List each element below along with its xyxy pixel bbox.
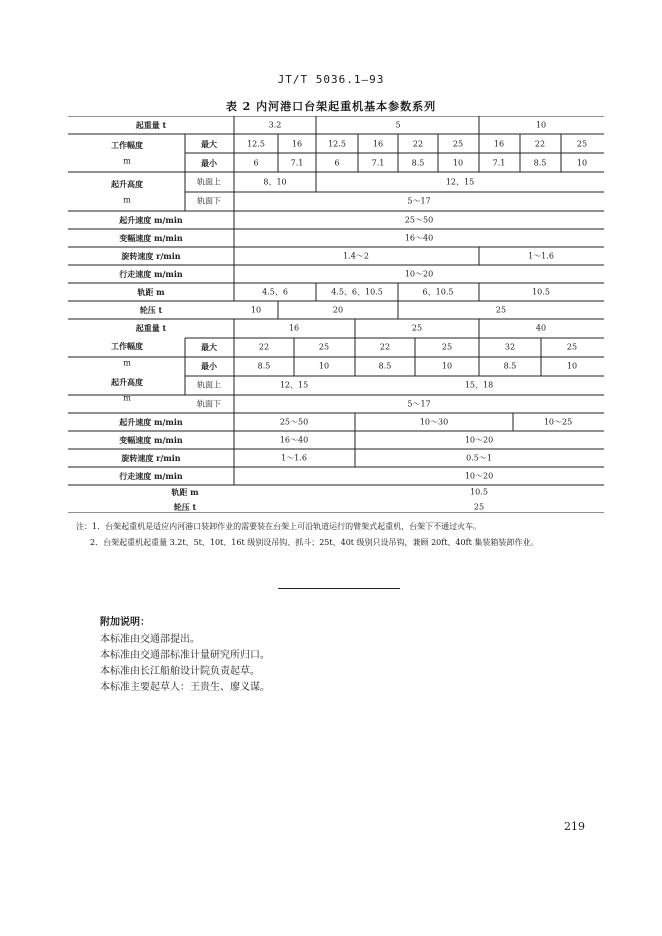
s2-radius-max-value: 32: [504, 342, 516, 352]
s2-slew-speed-value: 1～1.6: [281, 453, 307, 463]
s1-radius-min-value: 6: [334, 158, 340, 168]
s1-capacity-value: 5: [395, 120, 401, 130]
s1-travel-speed-label: 行走速度 m/min: [119, 269, 183, 279]
s1-radius-min-value: 7.1: [371, 158, 385, 168]
s2-above-rail-value: 12、15: [279, 380, 309, 390]
s2-hoist-speed-label: 起升速度 m/min: [119, 417, 183, 427]
s1-below-rail-label: 轨面下: [197, 196, 221, 206]
s1-gauge-value: 4.5、6、10.5: [331, 287, 383, 297]
s1-height-label: 起升高度: [111, 179, 143, 189]
s2-radius-label: 工作幅度: [111, 341, 143, 351]
s1-radius-min-value: 10: [452, 158, 464, 168]
s1-radius-unit: m: [123, 156, 131, 166]
s1-radius-max-value: 22: [412, 139, 424, 149]
s2-wheel-load-value: 25: [473, 502, 485, 512]
s2-radius-min-value: 8.5: [257, 361, 271, 371]
s2-slew-speed-label: 旋转速度 r/min: [121, 453, 181, 463]
s2-hoist-speed-value: 10～25: [543, 417, 573, 427]
additional-info-heading: 附加说明：: [100, 617, 150, 628]
s1-radius-max-value: 12.5: [247, 139, 265, 149]
s2-radius-min-label: 最小: [201, 361, 217, 371]
s2-radius-min-value: 8.5: [503, 361, 517, 371]
s2-below-rail-value: 5～17: [407, 399, 431, 409]
s1-gauge-value: 6、10.5: [422, 287, 454, 297]
s2-luff-speed-label: 变幅速度 m/min: [119, 435, 183, 445]
s2-radius-max-value: 25: [318, 342, 330, 352]
s2-radius-unit: m: [123, 358, 131, 368]
additional-info-line: 本标准由长江船舶设计院负责起草。: [100, 666, 260, 677]
table-note-2: 2．台架起重机起重量 3.2t、5t、10t、16t 级别设吊钩、抓斗；25t、40t 级别只设吊钩，兼顾 20ft、40ft 集装箱装卸作业。: [90, 538, 539, 547]
s1-radius-min-value: 10: [576, 158, 588, 168]
s1-hoist-speed-value: 25～50: [404, 215, 434, 225]
s2-gauge-value: 10.5: [470, 487, 488, 497]
s2-gauge-label: 轨距 m: [171, 487, 199, 497]
s1-above-rail-value: 12、15: [445, 177, 475, 187]
s2-capacity-value: 25: [411, 323, 423, 333]
s2-radius-max-value: 25: [566, 342, 578, 352]
s1-below-rail-value: 5～17: [407, 196, 431, 206]
s1-radius-min-value: 8.5: [533, 158, 547, 168]
s2-slew-speed-value: 0.5～1: [466, 453, 492, 463]
s1-radius-max-value: 16: [493, 139, 505, 149]
s2-hoist-speed-value: 25～50: [279, 417, 309, 427]
table-title: 表 2 内河港口台架起重机基本参数系列: [225, 100, 437, 113]
s1-radius-max-value: 16: [372, 139, 384, 149]
s1-slew-speed-value: 1.4～2: [343, 251, 369, 261]
s2-radius-min-value: 10: [441, 361, 453, 371]
s1-radius-max-value: 25: [452, 139, 464, 149]
s1-radius-min-value: 7.1: [492, 158, 506, 168]
s2-radius-max-value: 25: [441, 342, 453, 352]
s2-radius-min-value: 10: [566, 361, 578, 371]
s2-hoist-speed-value: 10～30: [419, 417, 449, 427]
s1-wheel-load-value: 10: [250, 305, 262, 315]
s1-capacity-value: 3.2: [268, 120, 282, 130]
s1-slew-speed-value: 1～1.6: [528, 251, 554, 261]
s1-radius-label: 工作幅度: [111, 140, 143, 150]
standard-code-header: JT/T 5036.1—93: [277, 73, 385, 86]
s1-radius-max-label: 最大: [201, 139, 217, 149]
section-divider: [278, 588, 400, 589]
s1-radius-min-value: 6: [253, 158, 259, 168]
s2-above-rail-value: 15、18: [464, 380, 494, 390]
s1-wheel-load-value: 20: [332, 305, 344, 315]
s1-luff-speed-value: 16～40: [404, 233, 434, 243]
s1-hoist-speed-label: 起升速度 m/min: [119, 215, 183, 225]
additional-info-line: 本标准主要起草人：王贵生、廖义谋。: [100, 682, 270, 693]
s1-above-rail-label: 轨面上: [197, 177, 221, 187]
s1-gauge-value: 4.5、6: [262, 287, 288, 297]
s1-radius-max-value: 25: [576, 139, 588, 149]
s2-luff-speed-value: 10～20: [464, 435, 494, 445]
s2-radius-max-value: 22: [379, 342, 391, 352]
s2-height-label: 起升高度: [111, 377, 143, 387]
s1-radius-min-value: 7.1: [290, 158, 304, 168]
additional-info-line: 本标准由交通部标准计量研究所归口。: [100, 650, 270, 661]
s1-gauge-value: 10.5: [532, 287, 550, 297]
s1-above-rail-value: 8、10: [263, 177, 287, 187]
s1-wheel-load-value: 25: [495, 305, 507, 315]
s2-radius-max-value: 22: [258, 342, 270, 352]
s1-slew-speed-label: 旋转速度 r/min: [121, 251, 181, 261]
s2-capacity-value: 40: [535, 323, 547, 333]
s2-travel-speed-value: 10～20: [464, 471, 494, 481]
s2-height-unit: m: [123, 393, 131, 403]
additional-info-line: 本标准由交通部提出。: [100, 634, 200, 645]
s1-travel-speed-value: 10～20: [404, 269, 434, 279]
s1-capacity-value: 10: [535, 120, 547, 130]
s2-luff-speed-value: 16～40: [279, 435, 309, 445]
s2-radius-min-value: 8.5: [378, 361, 392, 371]
s2-radius-max-label: 最大: [201, 342, 217, 352]
page-number: 219: [564, 820, 585, 833]
s2-travel-speed-label: 行走速度 m/min: [119, 471, 183, 481]
s2-below-rail-label: 轨面下: [197, 399, 221, 409]
s1-radius-max-value: 22: [534, 139, 546, 149]
s1-wheel-load-label: 轮压 t: [139, 305, 163, 315]
s1-height-unit: m: [123, 195, 131, 205]
s1-capacity-label: 起重量 t: [135, 120, 167, 130]
s1-luff-speed-label: 变幅速度 m/min: [119, 233, 183, 243]
s2-capacity-value: 16: [288, 323, 300, 333]
s1-radius-min-label: 最小: [201, 158, 217, 168]
s1-radius-max-value: 16: [291, 139, 303, 149]
table-note-1: 注：1．台架起重机是适应内河港口装卸作业的需要装在台架上可沿轨道运行的臂架式起重机，台架下不通过火车。: [76, 522, 482, 531]
s1-gauge-label: 轨距 m: [137, 287, 165, 297]
s2-wheel-load-label: 轮压 t: [173, 502, 197, 512]
s1-radius-min-value: 8.5: [411, 158, 425, 168]
s2-radius-min-value: 10: [318, 361, 330, 371]
parameter-table: [68, 116, 604, 513]
s2-capacity-label: 起重量 t: [135, 323, 167, 333]
s1-radius-max-value: 12.5: [328, 139, 346, 149]
s2-above-rail-label: 轨面上: [197, 380, 221, 390]
